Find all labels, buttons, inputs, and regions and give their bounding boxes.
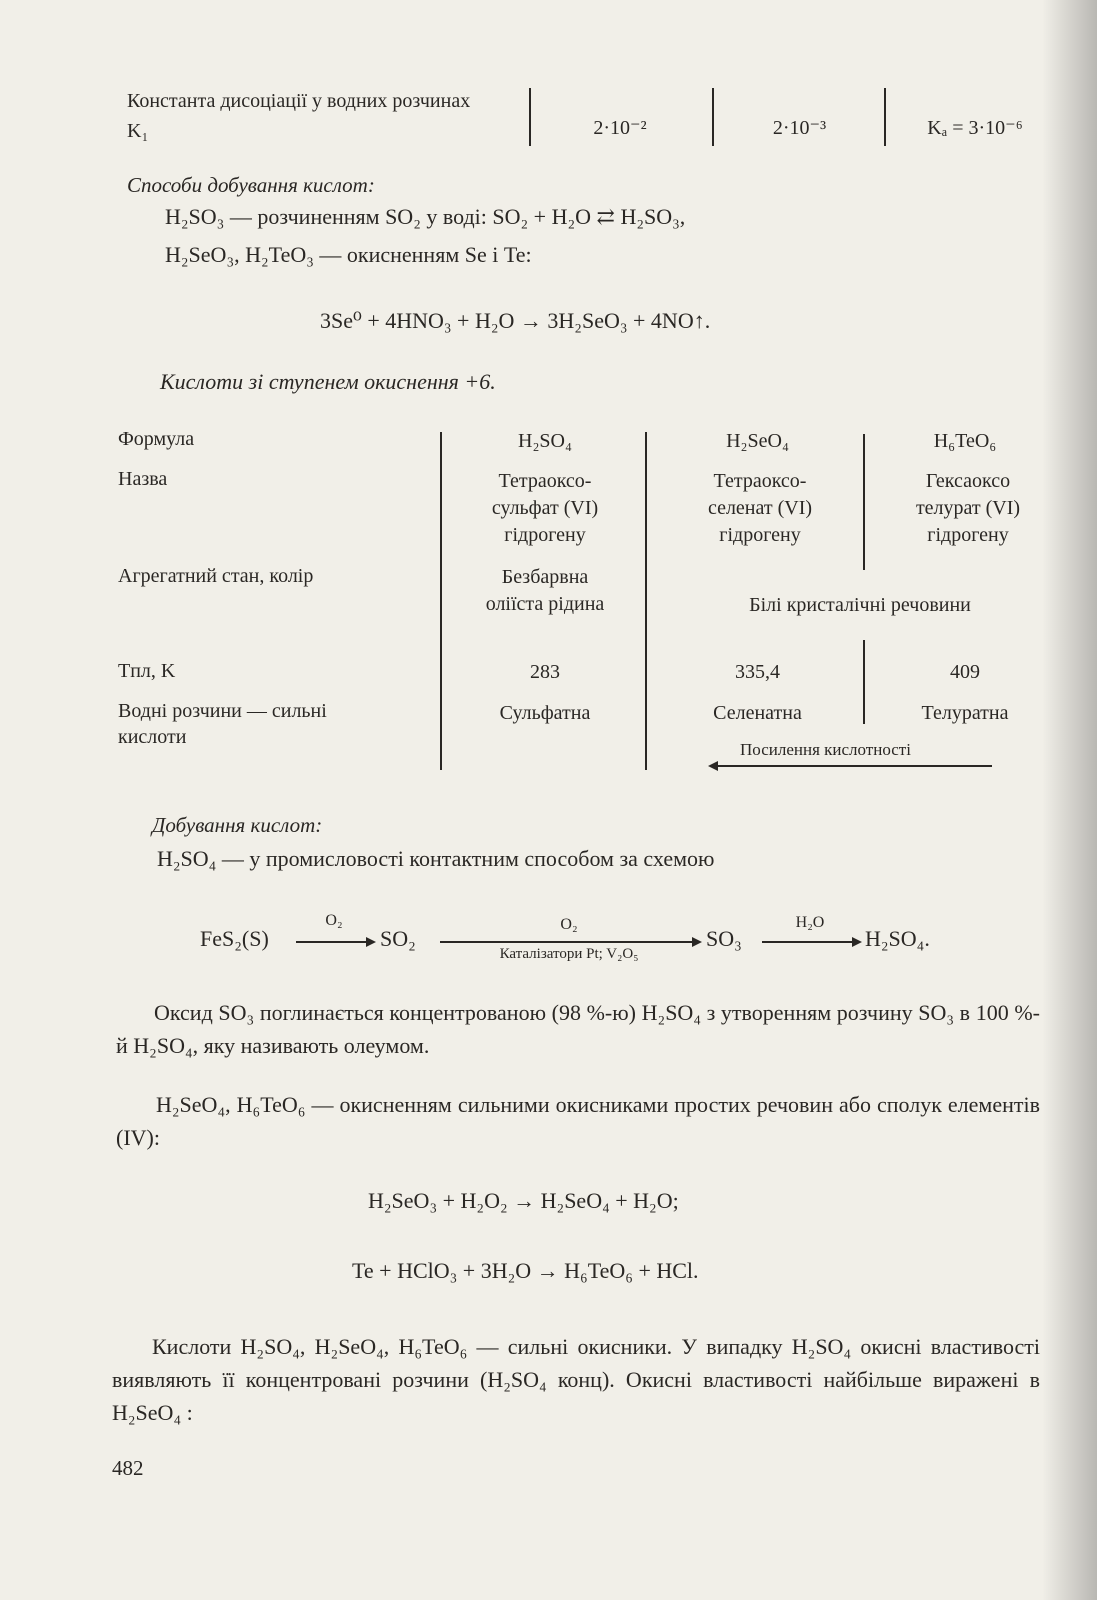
- row-label-name: Назва: [118, 468, 168, 490]
- constant-value-h2teo3: Kₐ = 3·10⁻⁶: [927, 117, 1023, 139]
- paragraph-oleum: [116, 996, 1040, 1062]
- scheme-catalyst: Каталізатори Pt; V₂O₅: [499, 946, 639, 962]
- row-label-state-text: Агрегатний стан, колір: [118, 565, 314, 587]
- constant-label-text: Константа дисоціації у водних розчинах K₁: [127, 90, 471, 142]
- table-top-divider-2: [712, 88, 714, 146]
- page-edge-shadow: [1042, 0, 1097, 1600]
- table-top-divider-3: [884, 88, 886, 146]
- scheme-arrow-1-head: [366, 937, 376, 947]
- constant-value-h2seo3: 2·10⁻³: [772, 117, 827, 139]
- scheme-so2: SO₂: [380, 926, 416, 951]
- table-divider-3a: [863, 434, 865, 570]
- table-divider-1: [440, 432, 442, 770]
- paragraph-oxidation: [116, 1088, 1040, 1154]
- formula-h2seo4: H₂SeO₄: [726, 430, 789, 452]
- shared-state-crystalline: Білі кристалічні речовини: [749, 594, 971, 616]
- table-top-divider-1: [529, 88, 531, 146]
- tmelt-h2so4: 283: [530, 661, 560, 683]
- section-heading-acids-plus6: Кислоти зі ступенем окиснення +6.: [160, 369, 496, 394]
- solution-h2seo4: Селенатна: [713, 702, 802, 724]
- table-divider-2: [645, 432, 647, 770]
- section-heading-production: Добування кислот:: [152, 813, 323, 837]
- equation-te-chloric: Te + HClO₃ + 3H₂O → H₆TeO₆ + HCl.: [352, 1258, 699, 1283]
- row-label-solutions: [118, 698, 398, 750]
- tmelt-h2seo4: 335,4: [735, 661, 780, 683]
- method-line-h2so3: H₂SO₃ — розчиненням SO₂ у воді: SO₂ + H₂O ⇄ H₂SO₃,: [165, 204, 686, 229]
- scheme-arrow-3: [762, 941, 854, 943]
- table-divider-3b: [863, 640, 865, 724]
- name-h2seo4: Тетраоксо- селенат (VI) гідрогену: [707, 470, 813, 546]
- constant-value-h2so3: 2·10⁻²: [593, 117, 647, 139]
- acidity-arrow-head: [708, 761, 718, 771]
- scheme-step2-reagent: O₂: [560, 916, 578, 933]
- paragraph-strong-oxidizers-text: Кислоти H₂SO₄, H₂SeO₄, H₆TeO₆ — сильні окисники. У випадку H₂SO₄ окисні властивості виявляють її концентровані розчини (H₂SO₄ конц). Окисні властивості найбільше виражені в H₂SeO₄ :: [112, 1334, 1040, 1425]
- constant-label: [127, 86, 487, 146]
- row-label-tmelt: Tпл, K: [118, 660, 176, 682]
- production-line-h2so4: H₂SO₄ — у промисловості контактним способом за схемою: [157, 846, 715, 871]
- scheme-start: FeS₂(S): [200, 926, 269, 951]
- scheme-arrow-1: [296, 941, 368, 943]
- scheme-step1-reagent: O₂: [325, 912, 343, 929]
- row-label-state: [118, 563, 338, 589]
- acidity-arrow-line: [716, 765, 992, 767]
- name-h6teo6: Гексаоксо телурат (VI) гідрогену: [915, 470, 1021, 546]
- paragraph-oleum-text: Оксид SO₃ поглинається концентрованою (98 %-ю) H₂SO₄ з утворенням розчину SO₃ в 100 %-й H₂SO₄, яку називають олеумом.: [116, 1000, 1040, 1058]
- scheme-arrow-2: [440, 941, 694, 943]
- equation-se-oxidation: 3Se⁰ + 4HNO₃ + H₂O → 3H₂SeO₃ + 4NO↑.: [320, 308, 711, 333]
- paragraph-strong-oxidizers: [112, 1330, 1040, 1429]
- scheme-end: H₂SO₄.: [865, 926, 930, 951]
- scheme-step3-reagent: H₂O: [795, 914, 825, 931]
- paragraph-oxidation-text: H₂SeO₄, H₆TeO₆ — окисненням сильними окисниками простих речовин або сполук елементів (IV):: [116, 1092, 1040, 1150]
- method-line-h2seo3: H₂SeO₃, H₂TeO₃ — окисненням Se і Te:: [165, 242, 532, 267]
- tmelt-h6teo6: 409: [950, 661, 980, 683]
- scheme-arrow-3-head: [852, 937, 862, 947]
- scheme-so3: SO₃: [706, 926, 742, 951]
- formula-h2so4: H₂SO₄: [518, 430, 572, 452]
- page-number: 482: [112, 1456, 144, 1480]
- formula-h6teo6: H₆TeO₆: [933, 430, 997, 452]
- section-heading-methods: Способи добування кислот:: [127, 173, 375, 197]
- solution-h2so4: Сульфатна: [499, 702, 591, 724]
- state-h2so4: Безбарвна оліїста рідина: [485, 566, 605, 615]
- solution-h6teo6: Телуратна: [921, 702, 1009, 724]
- equation-h2seo3-peroxide: H₂SeO₃ + H₂O₂ → H₂SeO₄ + H₂O;: [368, 1188, 679, 1213]
- acidity-arrow-label: Посилення кислотності: [740, 740, 911, 759]
- row-label-formula: Формула: [118, 428, 195, 450]
- row-label-solutions-text: Водні розчини — сильні кислоти: [118, 700, 327, 748]
- name-h2so4: Тетраоксо- сульфат (VI) гідрогену: [491, 470, 599, 546]
